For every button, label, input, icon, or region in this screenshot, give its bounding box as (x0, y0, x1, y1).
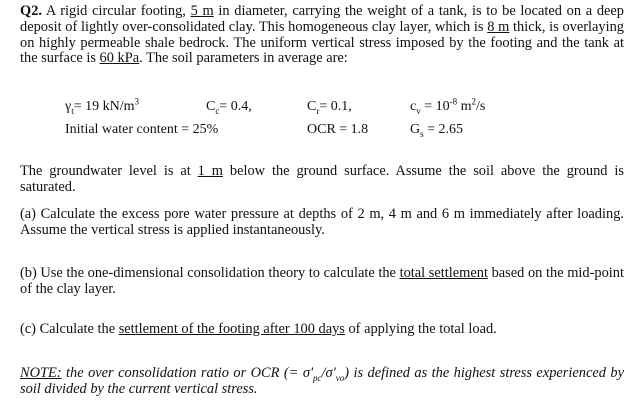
param-compression-index: $C_c= 0.4$, (206, 99, 252, 116)
part-b: (b) Use the one-dimensional consolidation theory to calculate the total settlement based on the mid-point of the clay layer. (20, 265, 624, 297)
param-water-content: Initial water content = 25% (65, 122, 219, 137)
param-consolidation-coefficient: $c_v = 10^{-8}$ $m^2/s$ (410, 96, 486, 116)
groundwater-statement: The groundwater level is at 1 m below the ground surface. Assume the soil above the ground is saturated. (20, 163, 624, 195)
footing-diameter: 5 m (190, 3, 214, 19)
param-recompression-index: $C_r= 0.1$, (307, 99, 352, 116)
clay-thickness: 8 m (487, 18, 510, 35)
question-intro: Q2. A rigid circular footing, 5 m in diameter, carrying the weight of a tank, is to be located on a deep deposit of lightly over-consolidated clay. This homogeneous clay layer, which is 8 m thick, is overlaying on highly permeable shale bedrock. The uniform vertical stress imposed by the footing and the tank at the surface is 60 kPa. The soil parameters in average are: (20, 3, 624, 67)
question-number: Q2. (20, 3, 42, 19)
vertical-stress: 60 kPa (99, 50, 140, 67)
ocr-note: NOTE: the over consolidation ratio or OCR (= $\sigma'_{pc}/\sigma'_{vo}$) is defined as the highest stress experienced by soil divided by the current vertical stress. (20, 365, 624, 397)
param-ocr: OCR = 1.8 (307, 122, 369, 137)
param-specific-gravity: $G_s = 2.65$ (410, 122, 464, 139)
note-label: NOTE: (20, 365, 62, 381)
part-a: (a) Calculate the excess pore water pressure at depths of 2 m, 4 m and 6 m immediately after loading. Assume the vertical stress is applied instantaneously. (20, 206, 624, 238)
part-c: (c) Calculate the settlement of the footing after 100 days of applying the total load. (20, 321, 497, 337)
param-unit-weight: $\gamma_t= 19$ $kN/m^3$ (65, 96, 139, 116)
